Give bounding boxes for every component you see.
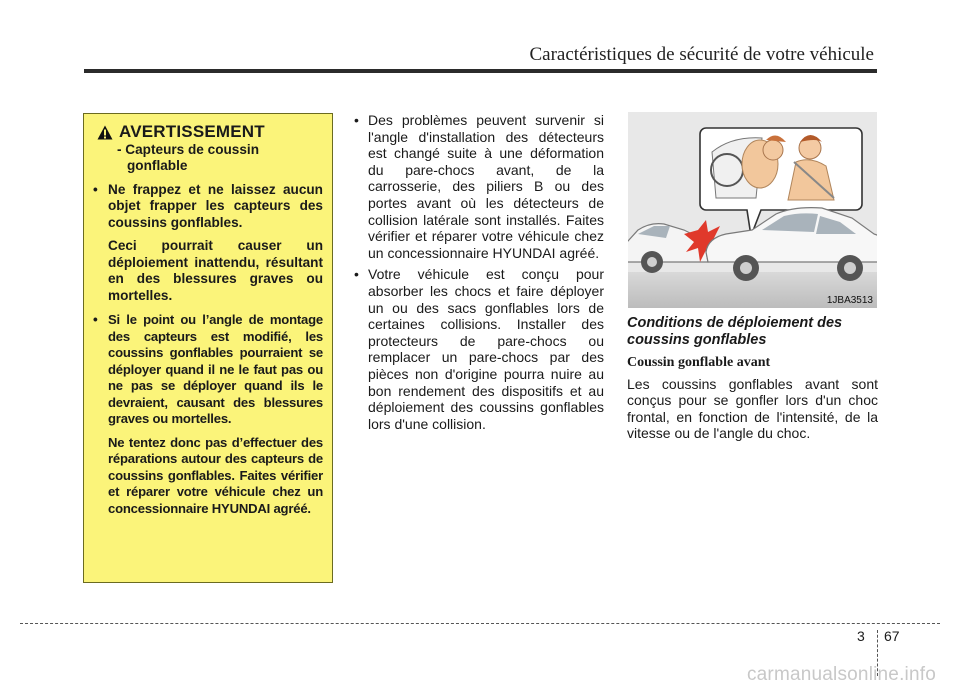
- figure-code: 1JBA3513: [826, 295, 873, 306]
- warning-box: [83, 113, 333, 583]
- bullet-icon: •: [354, 112, 359, 128]
- bullet-icon: •: [354, 266, 359, 283]
- collision-illustration: [628, 112, 877, 308]
- right-column: [627, 315, 878, 442]
- body-paragraph: Les coussins gonflables avant sont conçus pour se gonfler lors d'un choc frontal, en fonction de l'intensité, de la vitesse ou de l'angle du choc.: [627, 375, 878, 442]
- list-item-text: Des problèmes peuvent survenir si l'angle d'installation des détecteurs est changé suite à une déformation du pare-chocs avant, de la carrosserie, des piliers B ou des portes avant où les détecteurs de collision latérale sont installés. Faites vérifier et réparer votre véhicule chez un concessionnaire HYUNDAI agréé.: [368, 112, 604, 261]
- list-item: [354, 266, 604, 432]
- warning-item: [93, 182, 323, 305]
- warning-paragraph: Ne tentez donc pas d’effectuer des réparations autour des capteurs de coussins gonflables. Faites vérifier et réparer votre véhicule chez un concessionnaire HYUNDAI agréé.: [108, 434, 323, 516]
- section-number: 3: [857, 628, 865, 644]
- warning-paragraph: Ne frappez et ne laissez aucun objet frapper les capteurs des coussins gonflables.: [108, 181, 323, 230]
- bullet-icon: •: [93, 181, 98, 197]
- warning-heading: [97, 124, 323, 141]
- bullet-icon: •: [93, 312, 98, 327]
- warning-triangle-icon: [97, 125, 113, 140]
- warning-paragraph: Ceci pourrait causer un déploiement inattendu, résultant en des blessures graves ou mortelles.: [108, 238, 323, 303]
- page-number: 67: [884, 628, 900, 644]
- section-title: Conditions de déploiement des coussins gonflables: [627, 315, 843, 348]
- middle-bullet-list: [354, 112, 604, 432]
- subsection-title: Coussin gonflable avant: [627, 355, 771, 370]
- warning-list: [93, 182, 323, 518]
- list-item: [354, 112, 604, 261]
- warning-item: [93, 312, 323, 517]
- watermark: carmanualsonline.info: [746, 664, 936, 685]
- page-header-title: Caractéristiques de sécurité de votre véhicule: [529, 44, 874, 65]
- list-item-text: Votre véhicule est conçu pour absorber les chocs et faire déployer un ou des sacs gonflables lors de certaines collisions. Installer des protecteurs de pare-chocs ou remplacer un pare-chocs par des pièces non d'origine pourra nuire au bon rendement des dispositifs et au déploiement des coussins gonflables lors d'une collision.: [368, 266, 604, 432]
- warning-title: AVERTISSEMENT: [119, 122, 265, 141]
- middle-column: [354, 112, 604, 437]
- warning-paragraph: Si le point ou l’angle de montage des capteurs est modifié, les coussins gonflables pourraient se déployer quand il ne le faut pas ou ne pas se déployer quand ils le devraient, causant des blessures graves ou mortelles.: [108, 312, 323, 426]
- car-crash-illustration: [628, 112, 877, 308]
- header-rule: [84, 69, 877, 73]
- footer-rule: [20, 623, 940, 624]
- warning-subtitle: - Capteurs de coussin gonflable: [117, 141, 260, 173]
